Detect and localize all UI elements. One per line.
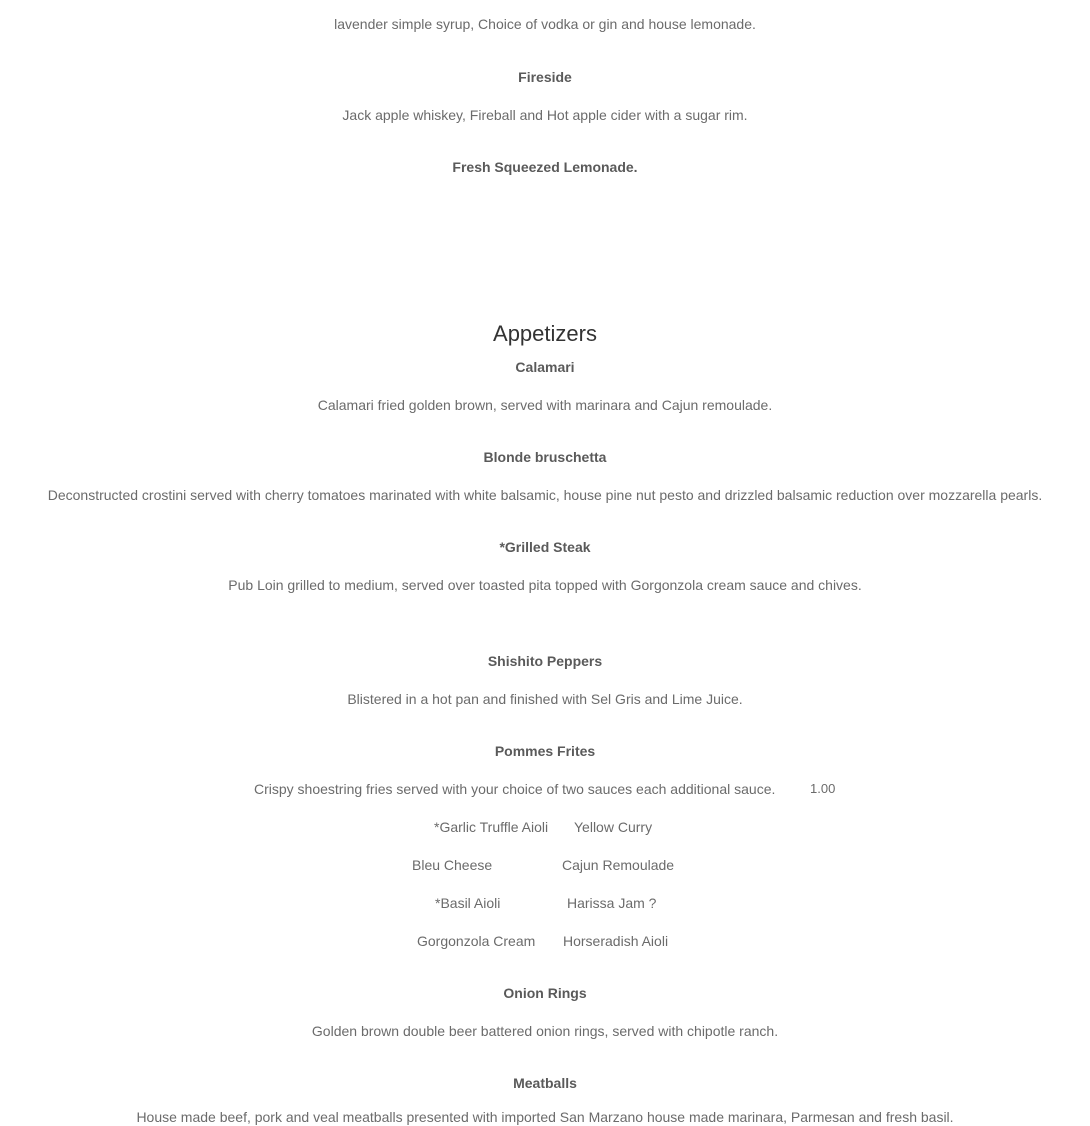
appetizers-heading: Appetizers [493, 321, 597, 346]
sauce-option: Horseradish Aioli [563, 933, 669, 949]
sauce-option: Yellow Curry [574, 819, 653, 835]
lavender-lemonade-description: lavender simple syrup, Choice of vodka or gin and house lemonade. [334, 16, 756, 32]
onion-rings-title: Onion Rings [503, 985, 587, 1001]
grilled-steak-title: *Grilled Steak [499, 539, 591, 555]
fresh-squeezed-lemonade-title: Fresh Squeezed Lemonade. [452, 159, 638, 175]
extra-sauce-price: 1.00 [810, 781, 836, 796]
fireside-description: Jack apple whiskey, Fireball and Hot apple cider with a sugar rim. [342, 107, 748, 123]
sauce-option: Gorgonzola Cream [417, 933, 536, 949]
sauce-option: *Basil Aioli [435, 895, 501, 911]
shishito-peppers-title: Shishito Peppers [487, 653, 603, 669]
calamari-description: Calamari fried golden brown, served with marinara and Cajun remoulade. [317, 397, 773, 413]
fireside-title: Fireside [518, 69, 572, 85]
blonde-bruschetta-title: Blonde bruschetta [483, 449, 607, 465]
sauce-option: Cajun Remoulade [562, 857, 675, 873]
sauce-option: Bleu Cheese [412, 857, 493, 873]
meatballs-description: House made beef, pork and veal meatballs presented with imported San Marzano house made marinara, Parmesan and fresh basil. [136, 1109, 954, 1125]
shishito-peppers-description: Blistered in a hot pan and finished with Sel Gris and Lime Juice. [347, 691, 743, 707]
meatballs-title: Meatballs [513, 1075, 577, 1091]
blonde-bruschetta-description: Deconstructed crostini served with cherry tomatoes marinated with white balsamic, house pine nut pesto and drizzled balsamic reduction over mozzarella pearls. [47, 487, 1043, 503]
onion-rings-description: Golden brown double beer battered onion rings, served with chipotle ranch. [311, 1023, 779, 1039]
grilled-steak-description: Pub Loin grilled to medium, served over toasted pita topped with Gorgonzola cream sauce and chives. [228, 577, 862, 593]
calamari-title: Calamari [515, 359, 575, 375]
sauce-option: Harissa Jam ? [567, 895, 657, 911]
pommes-frites-title: Pommes Frites [494, 743, 596, 759]
sauce-option: *Garlic Truffle Aioli [434, 819, 549, 835]
pommes-frites-description: Crispy shoestring fries served with your choice of two sauces each additional sauce. [254, 781, 776, 797]
